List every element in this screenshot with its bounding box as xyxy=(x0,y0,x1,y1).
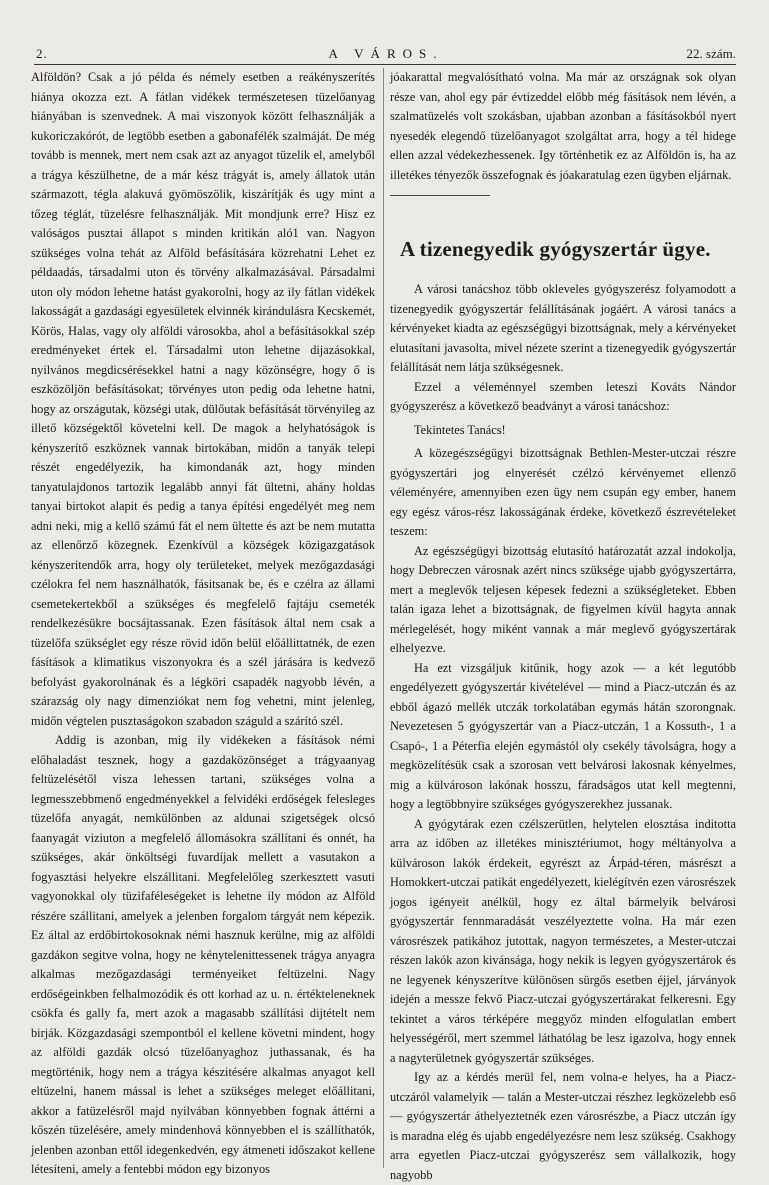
continued-paragraph: jóakarattal megvalósítható volna. Ma már az országnak sok olyan része van, ahol egy pár évtizeddel előbb még fásítások nem lévén, a szalmatüzelés volt szokásban, ujabban azonban a fásításokból nyert nyesedék elegendő tüzelőanyagot szolgáltat arra, hogy a tél hidege ellen azzal védekezhessenek. Igy történhetik ez az Alföldön is, ha az illetékes tényezők összefognak és jóakaratulag ezen ügyben eljárnak. xyxy=(390,70,736,182)
header-rule xyxy=(34,64,736,65)
letter-paragraph: A közegészségügyi bizottságnak Bethlen-Mester-utczai részre gyógyszertári jog elnyerését czélzó kérvényemet ellenző véleményére, amennyiben ezen ügy nem csupán egy ember, hanem egy egész város-rész lakosságának érdeke, következő észrevételeket teszem: xyxy=(390,446,736,538)
page-number: 2. xyxy=(36,46,48,61)
letter-paragraph: Igy az a kérdés merül fel, nem volna-e helyes, ha a Piacz-utczáról valamelyik — talán a Mester-utczai részhez legközelebb eső — gyógyszertár áthelyeztetnék ezen városrészbe, a Piacz utczán így is maradna elég és ujabb engedélyezésre nem lesz szükség. Csakhogy arra egyetlen Piacz-utczai gyógyszerész sem vállalkozik, hogy nagyobb xyxy=(390,1070,736,1182)
letter-paragraph: Az egészségügyi bizottság elutasító határozatát azzal indokolja, hogy Debreczen városnak azért nincs szüksége ujabb gyógyszertárra, mert a meglevők teljesen képesek fedezni a szükségleteket. Ebben talán igaza lehet a bizottságnak, de figyelmen kívül hagyta annak mérlegelését, hogy miként vannak a már meglevő gyógyszertárak elhelyezve. xyxy=(390,543,736,655)
column-divider xyxy=(383,68,384,1168)
letter-paragraph: A gyógytárak ezen czélszerütlen, helytelen elosztása inditotta arra az időben az illetékes minisztériumot, hogy méltányolva a külvároson lakók érdekeit, egyrészt az Árpád-téren, másrészt a Homokkert-utczai patikát engedélyezett, kielégítvén ezen városrészek jogos igényeit anélkül, hogy ez által bármelyik belvárosi gyógyszertár fennmaradását veszélyeztette volna. Ha már ezen városrészek patikához jutottak, nagyon természetes, a Mester-utczai részen lakók azon kivánsága, hogy nekik is legyen gyógyszertárok és ne legyenek kényszerítve különösen sürgős esetben éjjel, járványok idején a messze fekvő Piacz-utczai gyógyszertárakat felkeresni. Egy tekintet a város térképére meggyőz minden elfogulatlan embert helyességéről, mert szemmel láthatólag be lesz igazolva, hogy ennek a nagyterületnek gyógyszertár szükséges. xyxy=(390,816,736,1065)
issue-number: 22. szám. xyxy=(686,46,736,61)
article-paragraph: Addig is azonban, mig ily vidékeken a fásítások némi előhaladást tesznek, hogy a gazdaközönséget a trágyaanyag feltüzelésétől visza lehessen tartani, szükséges volna a legmesszebbmenő engedményekkel a felvidéki erdőségek felesleges tüzelőfa anyagát, nemkülönben az aldunai szigetségek olcsó faanyagát viziuton a megfelelő állomásokra szállítani és onnét, ha szükséges, akár önköltségi fuvardíjak mellett a vasutakon a fogyasztási helyekre elszállitani. Megfelelőleg szerkesztett vasuti vagyonokkal oly tüzifaféleségeket is lehetne ily módon az Alföld részére szállitani, amelyek a jelenben forgalom tárgyát nem képezik. Ez által az erdőbirtokosoknak némi hasznuk kerülne, mig az alföldi gazdákon segitve volna, hogy ne kénytelenittessenek trágya anyagra alkalmas mezőgazdasági terményeiket feltüzelni. Nagy erdőségeinkben felhalmozódik és ott korhad az u. n. értékteleneknek csökfa és gally fa, mert azok a magasabb szállítási dijtételt nem birják. Közgazdasági szempontból el kellene követni mindent, hogy az alföldi gazdák olcsó tüzelőanyaghoz juthassanak, és ha megtörténik, hogy nem a trágya készitésére alkalmas anyagot kell eltüzelni, hanem mással is lehet a szükséges meleget előállitani, akkor a fatüzelésről majd nyilvában könnyebben fognak áttérni a kőszén tüzelésére, amely mindenhová könnyebben el is szállíthatók, jelenben azonban ettől idegenkedvén, egy átmeneti időszakot kellene létesíteni, amely a fentebbi módon egy bizonyos xyxy=(31,733,375,1176)
publication-title: A VÁROS. xyxy=(328,46,444,61)
article-paragraph: A városi tanácshoz több okleveles gyógyszerész folyamodott a tizenegyedik gyógyszertár felállításának jogáért. A városi tanács a kérvényeket kiadta az egészségügyi bizottságnak, mely a kérvényeket elutasítani javasolta, mivel nézete szerint a tizenegyedik gyógyszertár felállítását nem látja szükségesnek. xyxy=(390,282,736,374)
left-column xyxy=(31,68,375,1180)
section-title: A tizenegyedik gyógyszertár ügye. xyxy=(400,237,711,261)
right-column xyxy=(390,68,736,1185)
letter-salutation: Tekintetes Tanács! xyxy=(414,422,506,437)
page-header xyxy=(36,46,736,66)
section-rule xyxy=(390,195,490,196)
article-paragraph: Alföldön? Csak a jó példa és némely esetben a reákényszerítés hiánya okozza ezt. A fátlan vidékek természetesen tüzelőanyag hiányában is szenvednek. A mai viszonyok között felhasználják a kukoriczakórót, de legtöbb esetben a gabonafélék szalmáját. De még tovább is mennek, mert nem csak azt az anyagot tüzelik el, amelyből a trágya készülhetne, de a már kész trágyát is, amely állatok után származott, tégla alakuvá gyömöszölik, kiszárítják és ugy mint a tőzeg téglát, tüzelésre felhasználják. Mit mondjunk erre? Hisz ez valóságos pusztai állapot s minden kritikán aló1 van. Nagyon szükséges volna tehát az Alföld befásítására közrehatni Lehet ez példaadás, társadalmi uton és törvény alkalmazásával. Pársadalmi uton oly módon lehetne hatást gyakorolni, hogy az ily fátlan vidékek lakosságát a gazdasági egyesületek elvinnék kirándulásra Kecskemét, Körös, Halas, vagy oly alföldi városokba, ahol a befásításokkal szép eredményeket értek el. Társadalmi uton lehetne dijazásokkal, nyilvános megdicsérésekkel hatni a nagy közönségre, hogy ő is eszközöljön befásításokat; törvényes uton pedig oda lehetne hatni, hogy az országutak, községi utak, dülőutak befásítását törvényileg az illető községektől követelni kell. De magok a helyhatóságok is kényszerítő eszköznek vannak birtokában, midőn a tanyák telepi részét engedélyezik, ha kimondanák azt, hogy minden tanyatulajdonos tartozik legalább annyi fát ültetni, ahány holdas tanyai birtokot alapit és pedig a tanya építési engedélyét meg nem adni neki, mig a kellő számú fát el nem ültette és azt be nem mutatta az ellenőrző közegnek. Ezenkívül a községek közigazgatások kényszeritendők arra, hogy oly területeket, melyek mezőgazdasági czélokra fel nem használhatók, fásitsanak be, és e czélra az állami csemetekertekből a szükséges és megfelelő fajtáju csemeték rendelkezésükre bocsájtassanak. Ezen fásítások által nem csak a tüzelőfa szükséglet egy része rövid időn belül előállittatnék, de ezen fásítások a klimatikus viszonyokra és a szél járására is kedvező befolyást gyakorolnának és a légköri csapadék nagyobb lévén, a szárazság oly nagy dimenziókat nem fog vehetni, mint jelenleg, midőn végtelen pusztaságokon szabadon száguld a szárító szél. xyxy=(31,70,375,728)
article-paragraph: Ezzel a véleménnyel szemben leteszi Kováts Nándor gyógyszerész a következő beadványt a városi tanácshoz: xyxy=(390,379,736,413)
letter-paragraph: Ha ezt vizsgáljuk kitűnik, hogy azok — a két legutóbb engedélyezett gyógyszertár kivételével — mind a Piacz-utczán és az ebből ágazó mellék utczák torkolatában egymás hátán szorongnak. Nevezetesen 5 gyógyszertár van a Piacz-utczán, 1 a Kossuth-, 1 a Csapó-, 1 a Péterfia elején egymástól oly csekély távolságra, hogy a megközelítésük csak a szorosan vett belvárosi lakosnak kényelmes, mig a külvároson lakónak hosszu, fáradságos utat kell megtenni, hogy a legtöbbnyire szükséges gyógyszerekhez jussanak. xyxy=(390,660,736,811)
